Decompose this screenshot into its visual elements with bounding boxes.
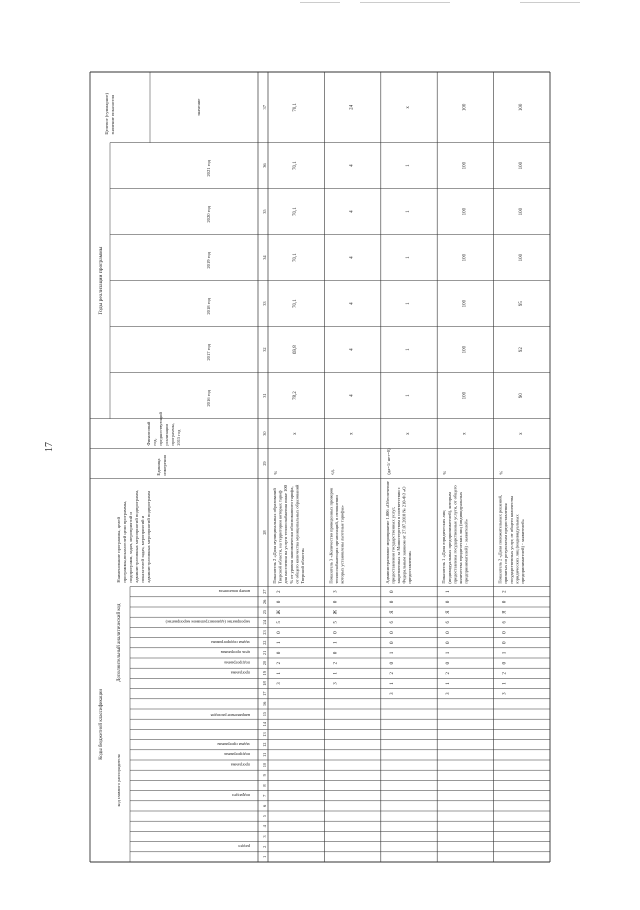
header-vertical-label: программа: [230, 670, 250, 676]
row-fin: х: [406, 432, 411, 435]
row-code: Я: [502, 610, 508, 614]
row-code: 3: [277, 682, 282, 685]
header-vertical-label: направление расходов: [210, 713, 250, 719]
page-number: 17: [44, 442, 55, 452]
row-code: Я: [446, 610, 452, 614]
column-number: 23: [262, 630, 267, 635]
header-budget-class: Коды бюджетной классификации: [99, 688, 104, 760]
row-target: 100: [462, 103, 468, 112]
row-code: 3: [502, 692, 508, 695]
row-code: 2: [502, 672, 508, 675]
row-code: Я: [389, 610, 395, 614]
row-value: 1: [406, 394, 411, 397]
row-value: 100: [518, 253, 524, 262]
header-value: значение: [196, 98, 201, 117]
row-target: 100: [518, 103, 524, 112]
row-value: 100: [518, 207, 524, 216]
row-code: 3: [389, 692, 395, 695]
row-code: 2: [277, 590, 282, 593]
row-code: 2: [446, 672, 452, 675]
row-code: 0: [333, 631, 339, 634]
column-number: 25: [262, 609, 267, 615]
row-fin: х: [462, 432, 468, 435]
row-code: 5: [277, 621, 282, 624]
column-number: 12: [262, 742, 267, 747]
row-name: Административное мероприятие 1.006 «Обеспечениепредоставления государственных услуг,закрепленных за Министерством в соответствии сФедеральным законом от 27.07.2010 № 210-ФЗ «Опредоставлении»: [384, 481, 413, 584]
row-code: 0: [389, 590, 395, 593]
row-value: 1: [406, 302, 411, 305]
row-code: 0: [333, 651, 339, 655]
row-code: 6: [446, 621, 452, 624]
row-code: 3: [333, 682, 339, 685]
row-fin: х: [518, 432, 524, 435]
row-target: х: [406, 106, 411, 109]
row-value: 4: [349, 302, 355, 305]
row-value: 95: [518, 301, 524, 307]
column-number: 11: [262, 752, 267, 758]
row-value: 100: [462, 391, 468, 400]
column-number: 5: [262, 814, 267, 818]
scan-artifact: [360, 2, 450, 3]
row-code: 2: [277, 661, 282, 665]
row-name: Показатель 3 «Количество проведенных провероктеплоснабжающих организаций, в отношениикоторых установлены льготные тарифы»: [328, 487, 345, 584]
header-unit-column: Единицаизмерения: [156, 455, 167, 476]
row-value: 90: [518, 393, 524, 399]
header-vertical-label: программа: [230, 762, 250, 768]
column-number: 4: [262, 825, 267, 828]
row-target: 70,1: [293, 102, 299, 112]
row-code: 0: [502, 661, 508, 665]
row-unit: %: [273, 470, 278, 475]
header-vertical-label: подраздел: [232, 792, 250, 798]
row-value: 100: [518, 161, 524, 170]
row-unit: %: [442, 470, 448, 475]
row-code: 0: [446, 641, 452, 644]
row-code: 0: [502, 641, 508, 644]
row-value: 100: [462, 345, 468, 354]
column-number: 36: [262, 163, 267, 168]
row-name: Показатель 2 «Доля муниципальных образованийТверской области, на территории которых тарифдля населения на услуги теплоснабжения ниже 100% от уровня экономически обоснованного тарифа,от общего количества муниципальных образованийТверской области»: [272, 484, 305, 584]
column-number: 3: [262, 835, 267, 838]
scan-artifact: [520, 2, 580, 3]
column-number: 26: [262, 599, 267, 605]
row-code: Ж: [333, 609, 339, 615]
row-code: 3: [333, 590, 339, 593]
row-code: 0: [389, 631, 395, 634]
row-code: 1: [389, 651, 395, 655]
row-code: 0: [446, 631, 452, 634]
row-value: 1: [406, 164, 411, 167]
row-unit: %: [498, 470, 504, 475]
column-number: 16: [262, 701, 267, 707]
row-value: 78,2: [293, 391, 299, 400]
row-code: 0: [446, 661, 452, 665]
row-code: 0: [333, 600, 339, 604]
row-code: 2: [389, 672, 395, 675]
header-vertical-label: номер показателя: [218, 588, 250, 594]
header-vertical-label: мероприятие (административное мероприятие): [165, 619, 250, 625]
row-value: 100: [462, 207, 468, 216]
header-vertical-label: раздел: [238, 843, 250, 849]
column-number: 10: [262, 762, 267, 768]
column-number: 20: [262, 660, 267, 666]
column-number: 30: [262, 431, 267, 436]
row-value: 4: [349, 394, 355, 397]
row-value: 92: [518, 347, 524, 353]
row-code: 6: [389, 621, 395, 624]
header-years-group: Годы реализации программы: [98, 246, 104, 315]
header-vertical-label: задача программы: [217, 741, 250, 747]
column-number: 35: [262, 209, 267, 214]
column-number: 27: [262, 589, 267, 594]
column-number: 1: [262, 855, 267, 859]
row-fin: х: [293, 432, 299, 435]
row-target: 24: [349, 104, 355, 110]
column-number: 21: [262, 650, 267, 656]
column-number: 31: [262, 393, 267, 398]
column-number: 28: [262, 530, 267, 535]
row-value: 70,1: [293, 207, 299, 216]
row-code: 0: [389, 641, 395, 644]
row-code: 1: [446, 682, 452, 685]
row-code: 1: [502, 682, 508, 685]
row-value: 4: [349, 210, 355, 213]
header-vertical-label: цель программы: [220, 650, 250, 656]
header-vertical-label: задача подпрограммы: [211, 639, 250, 645]
row-code: 0: [389, 661, 395, 665]
row-code: 0: [277, 651, 282, 655]
column-number: 17: [262, 691, 267, 696]
row-value: 100: [462, 253, 468, 262]
row-value: 4: [349, 256, 355, 259]
column-number: 22: [262, 640, 267, 645]
row-value: 1: [406, 210, 411, 213]
row-code: 0: [502, 600, 508, 604]
header-expense-class: код главного распорядителя: [116, 754, 121, 807]
column-number: 7: [262, 794, 267, 797]
row-code: 1: [389, 682, 395, 685]
column-number: 2: [262, 845, 267, 848]
header-target: Целевое (суммарное)значение показателя: [104, 92, 115, 135]
scan-artifact: [300, 2, 340, 3]
header-vertical-label: подпрограмма: [224, 752, 250, 758]
row-value: 4: [349, 164, 355, 167]
column-number: 19: [262, 671, 267, 676]
row-value: 100: [462, 299, 468, 308]
row-code: 1: [277, 641, 282, 644]
header-additional-code: Дополнительный аналитический код: [117, 603, 122, 682]
row-code: 1: [446, 651, 452, 655]
row-value: 70,1: [293, 299, 299, 308]
row-code: 5: [333, 621, 339, 624]
header-vertical-label: подпрограмма: [224, 660, 250, 666]
row-code: 2: [333, 661, 339, 665]
header-year-2020: 2020 год: [206, 205, 211, 223]
row-code: 2: [502, 590, 508, 593]
header-year-2019: 2019 год: [206, 251, 211, 269]
header-year-2016: 2016 год: [206, 389, 211, 407]
header-name-column: Наименование программы, целейпрограммы,показателей цели программы,подпрограмм, задач, мероприятий иадминистративных мероприятий подпрограмм,показателей задач, мероприятий иадминистративных мероприятий подпрограмм: [116, 489, 151, 583]
row-unit: (да=1/ нет=0): [385, 448, 391, 475]
row-name: Показатель 1 «Доля юридических лиц(индивидуальных предпринимателей), которымпредоставлены государственные услуги, от общегоколичества юридических лиц (индивидуальныхпредпринимателей) - заявителей»: [441, 485, 469, 584]
column-number: 32: [262, 347, 267, 352]
row-code: 1: [446, 590, 452, 593]
column-number: 29: [262, 461, 267, 466]
column-number: 14: [262, 722, 267, 727]
header-year-2021: 2021 год: [206, 159, 211, 177]
column-number: 13: [262, 732, 267, 737]
row-value: 4: [349, 348, 355, 351]
row-code: 0: [277, 631, 282, 634]
header-year-2018: 2018 год: [206, 297, 211, 315]
column-number: 15: [262, 711, 267, 717]
row-value: 70,1: [293, 253, 299, 262]
row-value: 69,8: [293, 345, 299, 354]
row-name: Показатель 2 «Доля положительных решений,принятых по результатам предоставлениягосударственных услуг, от общего количестваюридических лиц (индивидуальныхпредпринимателей) - заявителей»: [497, 494, 525, 584]
row-value: 1: [406, 256, 411, 259]
column-number: 33: [262, 301, 267, 306]
column-number: 9: [262, 774, 267, 777]
row-code: 0: [389, 600, 395, 604]
header-year-2017: 2017 год: [206, 343, 211, 361]
header-fin-year: Финансовыйгод,предшествующийреализациипрограммы,2015 год: [146, 412, 181, 446]
row-unit: ед.: [329, 469, 335, 475]
row-code: 1: [277, 672, 282, 675]
row-fin: х: [349, 432, 355, 435]
row-code: 6: [502, 621, 508, 624]
column-number: 8: [262, 784, 267, 787]
row-code: 0: [277, 600, 282, 604]
column-number: 34: [262, 255, 267, 260]
row-code: 1: [333, 672, 339, 675]
column-number: 37: [262, 105, 267, 110]
row-value: 70,1: [293, 161, 299, 170]
column-number: 18: [262, 681, 267, 686]
row-value: 1: [406, 348, 411, 351]
row-code: 1: [502, 651, 508, 655]
column-number: 24: [262, 620, 267, 625]
row-code: 0: [446, 600, 452, 604]
row-code: Ж: [277, 609, 282, 615]
row-code: 3: [446, 692, 452, 695]
column-number: 6: [262, 804, 267, 808]
row-value: 100: [462, 161, 468, 170]
row-code: 0: [502, 631, 508, 634]
row-code: 1: [333, 641, 339, 644]
